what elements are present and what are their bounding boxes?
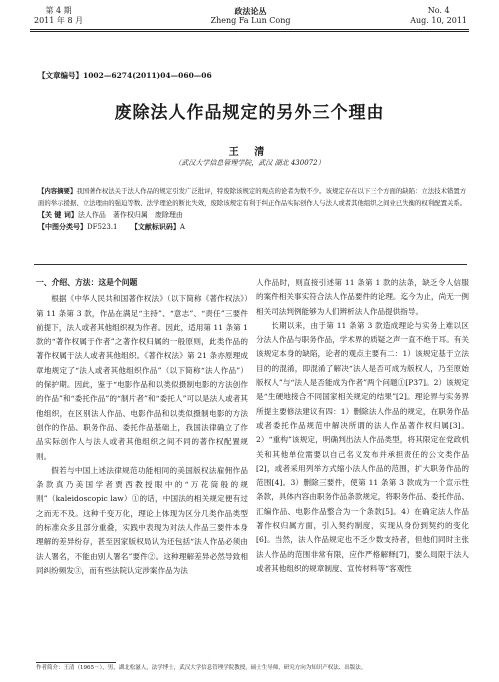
body-paragraph: 人作品时，则直接引述第 11 条第 1 款的法条，缺乏令人信服的案件相关事实符合法人作品要件的论理。迄今为止，尚无一例相关司法判例能够为人们辨析法人作品提供指导。 <box>256 278 469 316</box>
issue-date-en: Aug. 10, 2011 <box>410 16 467 25</box>
article-title: 废除法人作品规定的另外三个理由 <box>114 103 385 123</box>
keywords-label: 【关 键 词】 <box>38 210 78 219</box>
keywords-line <box>38 209 467 221</box>
section-separator <box>34 264 467 265</box>
author-affiliation: （武汉大学信息管理学院，武汉 湖北 430072） <box>174 159 325 167</box>
author-footnote: 作者简介：王清（1965－），男，湖北松滋人，法学博士，武汉大学信息管理学院教授，硕士生导师，研究方向为知识产权法、出版法。 <box>36 665 367 671</box>
header-rule <box>30 29 469 30</box>
issue-no-en: No. 4 <box>427 6 450 15</box>
classification-line <box>38 221 467 233</box>
journal-name <box>34 6 467 26</box>
doc-code-value: A <box>179 223 185 231</box>
abstract-label: 【内容摘要】 <box>38 187 77 195</box>
clc-label: 【中图分类号】 <box>38 222 87 231</box>
footnote-rule <box>36 662 116 663</box>
section-heading: 一、介绍、方法：这是个问题 <box>36 278 138 287</box>
issue-date: 2011 年 8 月 <box>34 16 84 25</box>
author-name: 王 清 <box>228 147 271 158</box>
clc-value: DF523.1 <box>87 223 118 231</box>
keywords-text: 法人作品 著作权归属 废除理由 <box>77 211 183 219</box>
journal-name-cn: 政法论丛 <box>234 6 267 16</box>
journal-name-en: Zheng Fa Lun Cong <box>210 16 291 25</box>
header-number <box>410 6 467 26</box>
abstract <box>38 185 467 209</box>
body-paragraph: 长期以来，由于第 11 条第 3 款造成理论与实务上难以区分法人作品与职务作品，学术界的质疑之声一直不绝于耳。有关该规定本身的缺陷，论者的观点主要有二：1）该规定基于立法目的的混淆，即混淆了解决“法人是否可成为版权人，乃至原始版权人”与“法人是否能成为作者”两个问题①[P37]。2）该规定是“生硬地接合不同国家相关规定的结果”[2]。理论界与实务界所提主要修法建议有四：1）删除法人作品的规定，在职务作品或者委托作品规范中解决所谓的法人作品著作权归属[3]。2）“重构”该规定，明确判出法人作品类型，将其限定在党政机关和其他单位需要以自己名义发布并承担责任的公文类作品[2]，或者采用列举方式缩小法人作品的范围，扩大职务作品的范围[4]。3）删除三要件，使第 11 条第 3 款成为一个宣示性条款，具体内容由职务作品条款规定，将职务作品、委托作品、汇编作品、电影作品整合为一个条款[5]。4）在确定法人作品著作权归属方面，引入契约制度，实现从身份到契约的变化[6]。当然，法人作品规定也不乏少数支持者，但他们同时主张法人作品的范围非常有限，应作严格解释[7]，要么局限于法人或者其他组织的规章制度、宣传材料等“客观性 <box>256 320 469 573</box>
abstract-text: 我国著作权法关于法人作品的规定引发广泛批评，特废除该规定的观点的论者为数不少。该规定存在以下三个方面的缺陷：立法技术错置方面的举示援据、立法理由的强迫等数、法学理论的断比失效，废除该规定有利于纠正作品实际创作人与法人或者其他组织之间业已失衡的权利配置关系。 <box>38 187 467 207</box>
left-column <box>36 276 248 578</box>
body-paragraph: 根据《中华人民共和国著作权法》（以下简称《著作权法》）第 11 条第 3 款，作品在满足“主持”、“意志”、“责任”三要件前提下，法人或者其他组织视为作者。因此，适用第 11 条第 1 款的“著作权属于作者”之著作权归属的一般原则，此类作品的著作权属于法人或者其他组织。《著作权法》第 21 条亦原理成章地规定了“法人或者其他组织作品”（以下简称“法人作品”）的保护期。因此，鉴于“电影作品和以类似摄制电影的方法创作的作品”和“委托作品”的“制片者”和“委托人”可以是法人或者其他组织，在区别法人作品、电影作品和以类似摄制电影的方法创作的作品、职务作品、委托作品基础上，我国法律确立了作品实际创作人与法人或者其他组织之间不同的著作权配置规则。 <box>36 294 248 461</box>
header-rule-2 <box>30 31 469 32</box>
body-paragraph: 假若与中国上述法律规范功能相同的美国版权法雇佣作品条款真乃美国学者贾西教授眼中的“万花筒般的规则”（kaleidoscopic law）①的话，中国法的相关规定便有过之而无不及。这种千变万化，理论上体现为区分几类作品类型的标准众多且部分重叠，实践中表现为对法人作品三要件本身理解的差异纷存，甚至因家版权局认为还包括“法人作品必须由法人署名，不能由别人署名”要件②。这种理解差异必然导致相同纠纷频发③，而有些法院认定涉案作品为法 <box>36 465 248 575</box>
right-column <box>256 276 469 576</box>
article-number: 【文章编号】1002—6274(2011)04—060—06 <box>38 71 212 80</box>
abstract-block <box>38 185 467 233</box>
issue-number: 第 4 期 <box>45 6 72 15</box>
doc-code-label: 【文献标识码】 <box>130 222 180 231</box>
